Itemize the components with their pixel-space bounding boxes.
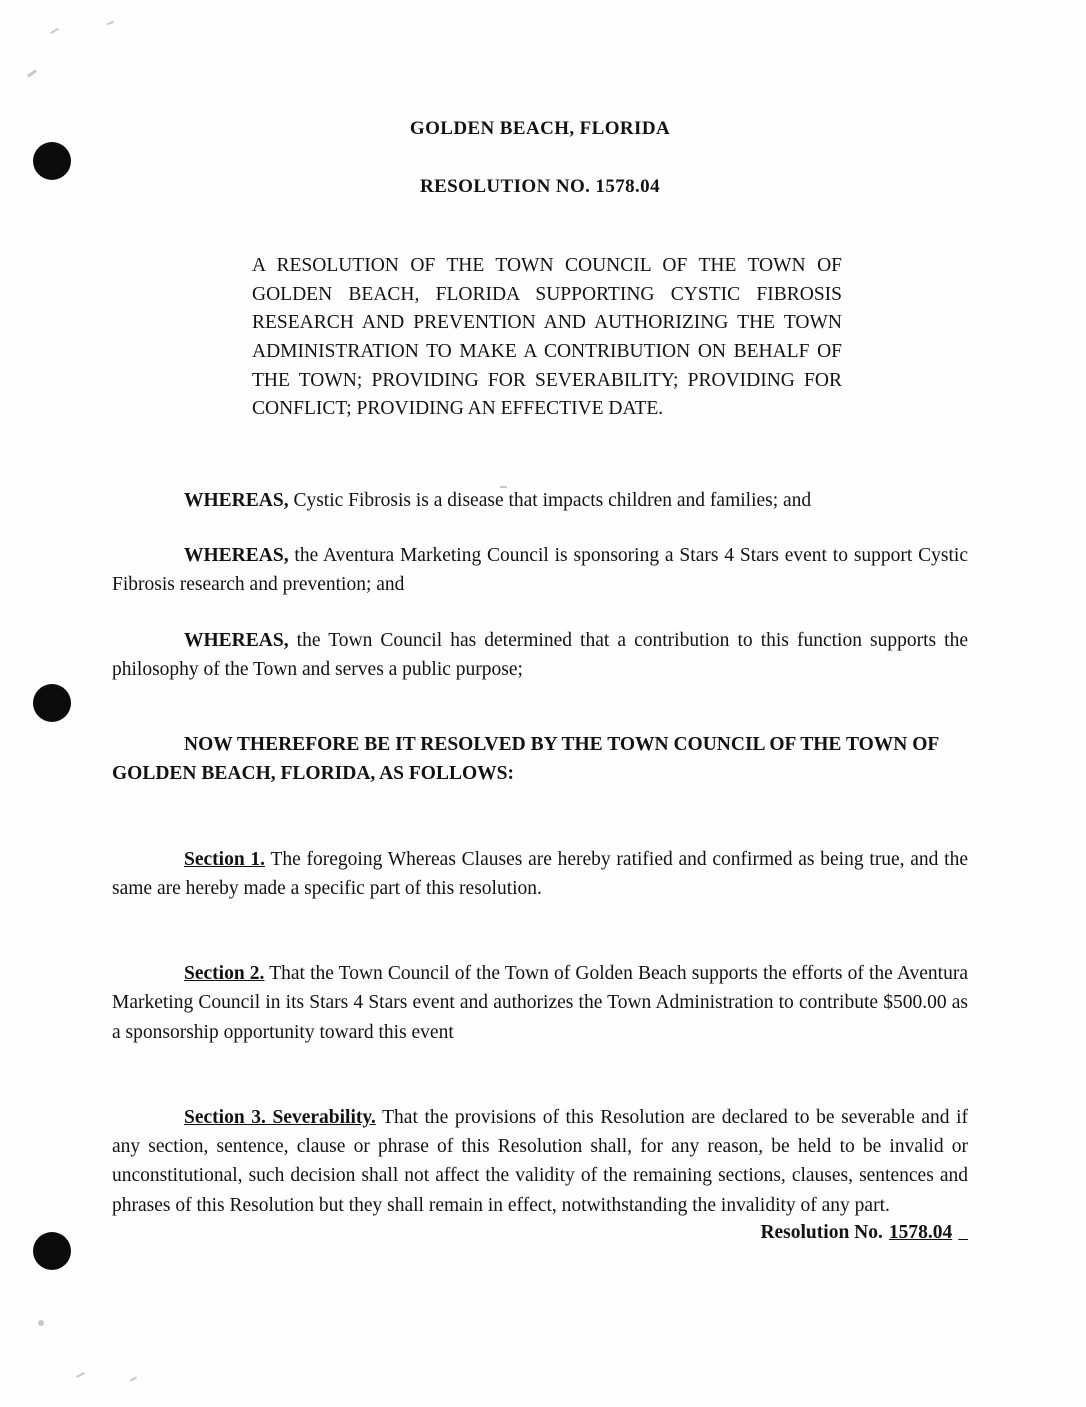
section-3-heading: Section 3. Severability. <box>184 1106 376 1128</box>
recital-2 <box>112 541 968 600</box>
footer-label: Resolution No. <box>760 1222 883 1243</box>
scan-speckle <box>50 28 59 34</box>
resolution-number-heading: RESOLUTION NO. 1578.04 <box>419 176 660 197</box>
resolved-clause: NOW THEREFORE BE IT RESOLVED BY THE TOWN COUNCIL OF THE TOWN OF GOLDEN BEACH, FLORIDA, AS FOLLOWS: <box>112 734 939 785</box>
whereas-label: WHEREAS, <box>184 489 289 511</box>
footer-resolution-number: 1578.04 <box>888 1222 953 1243</box>
section-2-heading: Section 2. <box>184 963 265 985</box>
scan-speckle <box>130 1376 137 1381</box>
scan-speckle <box>38 1320 44 1326</box>
page-title: GOLDEN BEACH, FLORIDA <box>409 118 671 139</box>
recital-1-text: Cystic Fibrosis is a disease that impacts children and families; and <box>288 489 812 511</box>
recitals-block <box>112 486 968 1220</box>
section-1-heading: Section 1. <box>184 848 266 870</box>
section-3-text: That the provisions of this Resolution are declared to be severable and if any section, sentence, clause or phrase of this Resolution shall, for any reason, be held to be invalid or unconstitutional, such decision shall not affect the validity of the remaining sections, clauses, sentences and phrases of this Resolution but they shall remain in effect, notwithstanding the invalidity of any part. <box>112 1106 968 1216</box>
scan-speckle <box>76 1372 85 1378</box>
recital-3-text: the Town Council has determined that a contribution to this function supports the philosophy of the Town and serves a public purpose; <box>112 629 968 680</box>
resolution-caption: A RESOLUTION OF THE TOWN COUNCIL OF THE TOWN OF GOLDEN BEACH, FLORIDA SUPPORTING CYSTIC FIBROSIS RESEARCH AND PREVENTION AND AUTHORIZING THE TOWN ADMINISTRATION TO MAKE A CONTRIBUTION ON BEHALF OF THE TOWN; PROVIDING FOR SEVERABILITY; PROVIDING FOR CONFLICT; PROVIDING AN EFFECTIVE DATE. <box>252 255 842 420</box>
recital-2-text: the Aventura Marketing Council is sponsoring a Stars 4 Stars event to support Cystic Fibrosis research and prevention; and <box>112 545 968 596</box>
section-1-text: The foregoing Whereas Clauses are hereby ratified and confirmed as being true, and the same are hereby made a specific part of this resolution. <box>112 848 968 899</box>
section-1 <box>112 845 968 904</box>
punch-hole-icon <box>33 142 71 180</box>
scan-speckle <box>107 21 114 26</box>
section-2-text: That the Town Council of the Town of Golden Beach supports the efforts of the Aventura Marketing Council in its Stars 4 Stars event and authorizes the Town Administration to contribute $500.00 as a sponsorship opportunity toward this event <box>112 963 968 1043</box>
section-2 <box>112 959 968 1047</box>
whereas-label: WHEREAS, <box>184 629 289 651</box>
document-body <box>112 104 968 1220</box>
footer-trailing-rule <box>958 1222 968 1243</box>
punch-hole-icon <box>33 1232 71 1270</box>
whereas-label: WHEREAS, <box>184 545 289 567</box>
title-block <box>112 118 968 198</box>
punch-hole-icon <box>33 684 71 722</box>
scan-speckle <box>27 69 37 77</box>
section-3 <box>112 1103 968 1220</box>
recital-1 <box>112 486 968 515</box>
recital-3 <box>112 626 968 685</box>
page-footer <box>760 1222 968 1244</box>
